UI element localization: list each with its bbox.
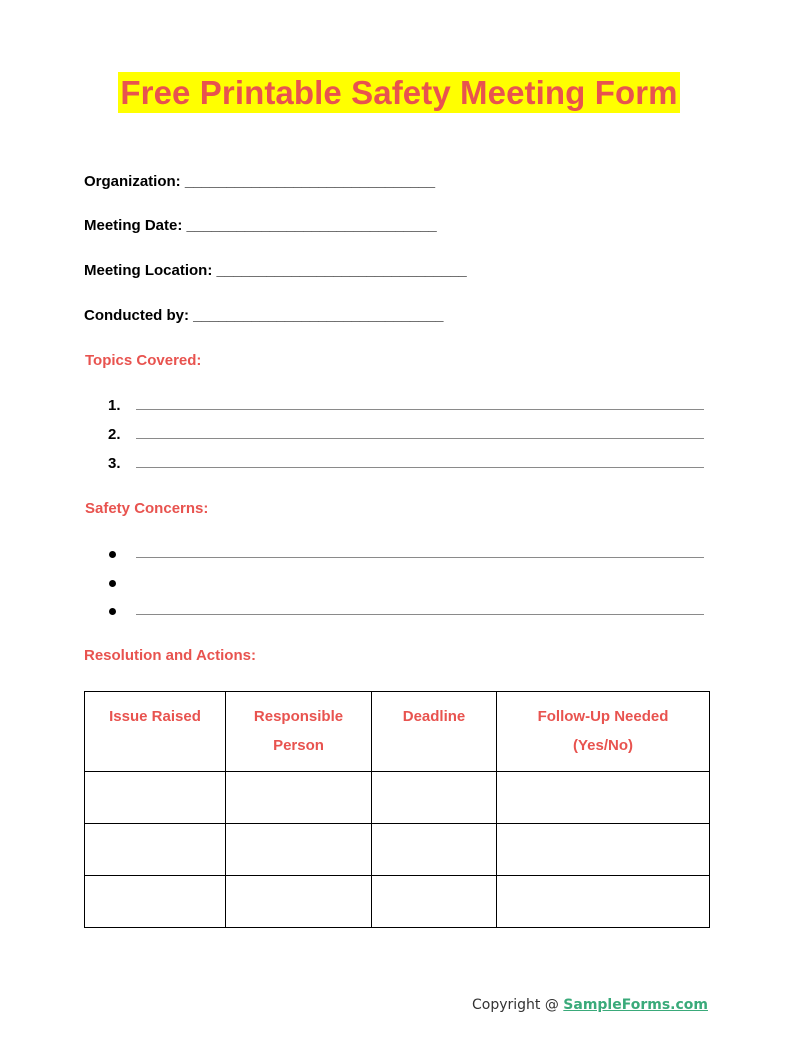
topic-write-line xyxy=(136,467,704,468)
concern-write-line xyxy=(136,614,704,615)
table-cell[interactable] xyxy=(85,876,226,928)
table-header-row xyxy=(85,692,710,772)
topic-item xyxy=(108,397,704,415)
table-cell[interactable] xyxy=(497,772,710,824)
concern-item xyxy=(108,602,704,620)
concern-item xyxy=(108,574,704,592)
brand-link[interactable]: SampleForms.com xyxy=(563,997,708,1013)
column-header-responsible-person: Responsible Person xyxy=(226,692,372,772)
page-title: Free Printable Safety Meeting Form xyxy=(120,74,678,111)
table-cell[interactable] xyxy=(372,824,497,876)
table-cell[interactable] xyxy=(85,824,226,876)
meeting-date-field: Meeting Date: ______________________________ xyxy=(84,217,437,234)
table-row xyxy=(85,876,710,928)
bullet-icon xyxy=(109,580,116,587)
table-cell[interactable] xyxy=(85,772,226,824)
topic-item xyxy=(108,455,704,473)
resolution-actions-table xyxy=(84,691,710,928)
topic-write-line xyxy=(136,438,704,439)
copyright-footer xyxy=(472,996,708,1014)
safety-concerns-heading: Safety Concerns: xyxy=(85,500,209,517)
table-row xyxy=(85,772,710,824)
table-cell[interactable] xyxy=(372,876,497,928)
topic-number: 1. xyxy=(108,397,121,414)
table-row xyxy=(85,824,710,876)
conducted-by-field: Conducted by: ______________________________ xyxy=(84,307,444,324)
table-cell[interactable] xyxy=(372,772,497,824)
topic-item xyxy=(108,426,704,444)
organization-field: Organization: ______________________________ xyxy=(84,173,436,190)
topics-heading: Topics Covered: xyxy=(85,352,202,369)
topic-write-line xyxy=(136,409,704,410)
topic-number: 2. xyxy=(108,426,121,443)
bullet-icon xyxy=(109,608,116,615)
title-container xyxy=(0,72,798,113)
column-header-deadline: Deadline xyxy=(372,692,497,772)
concern-write-line xyxy=(136,557,704,558)
resolution-heading: Resolution and Actions: xyxy=(84,647,256,664)
table-cell[interactable] xyxy=(497,824,710,876)
topic-number: 3. xyxy=(108,455,121,472)
table-cell[interactable] xyxy=(226,772,372,824)
table-cell[interactable] xyxy=(226,824,372,876)
column-header-issue-raised: Issue Raised xyxy=(85,692,226,772)
column-header-follow-up-needed: Follow-Up Needed (Yes/No) xyxy=(497,692,710,772)
meeting-location-field: Meeting Location: ______________________________ xyxy=(84,262,467,279)
bullet-icon xyxy=(109,551,116,558)
table-cell[interactable] xyxy=(497,876,710,928)
table-cell[interactable] xyxy=(226,876,372,928)
concern-item xyxy=(108,545,704,563)
copyright-text: Copyright @ xyxy=(471,997,564,1013)
